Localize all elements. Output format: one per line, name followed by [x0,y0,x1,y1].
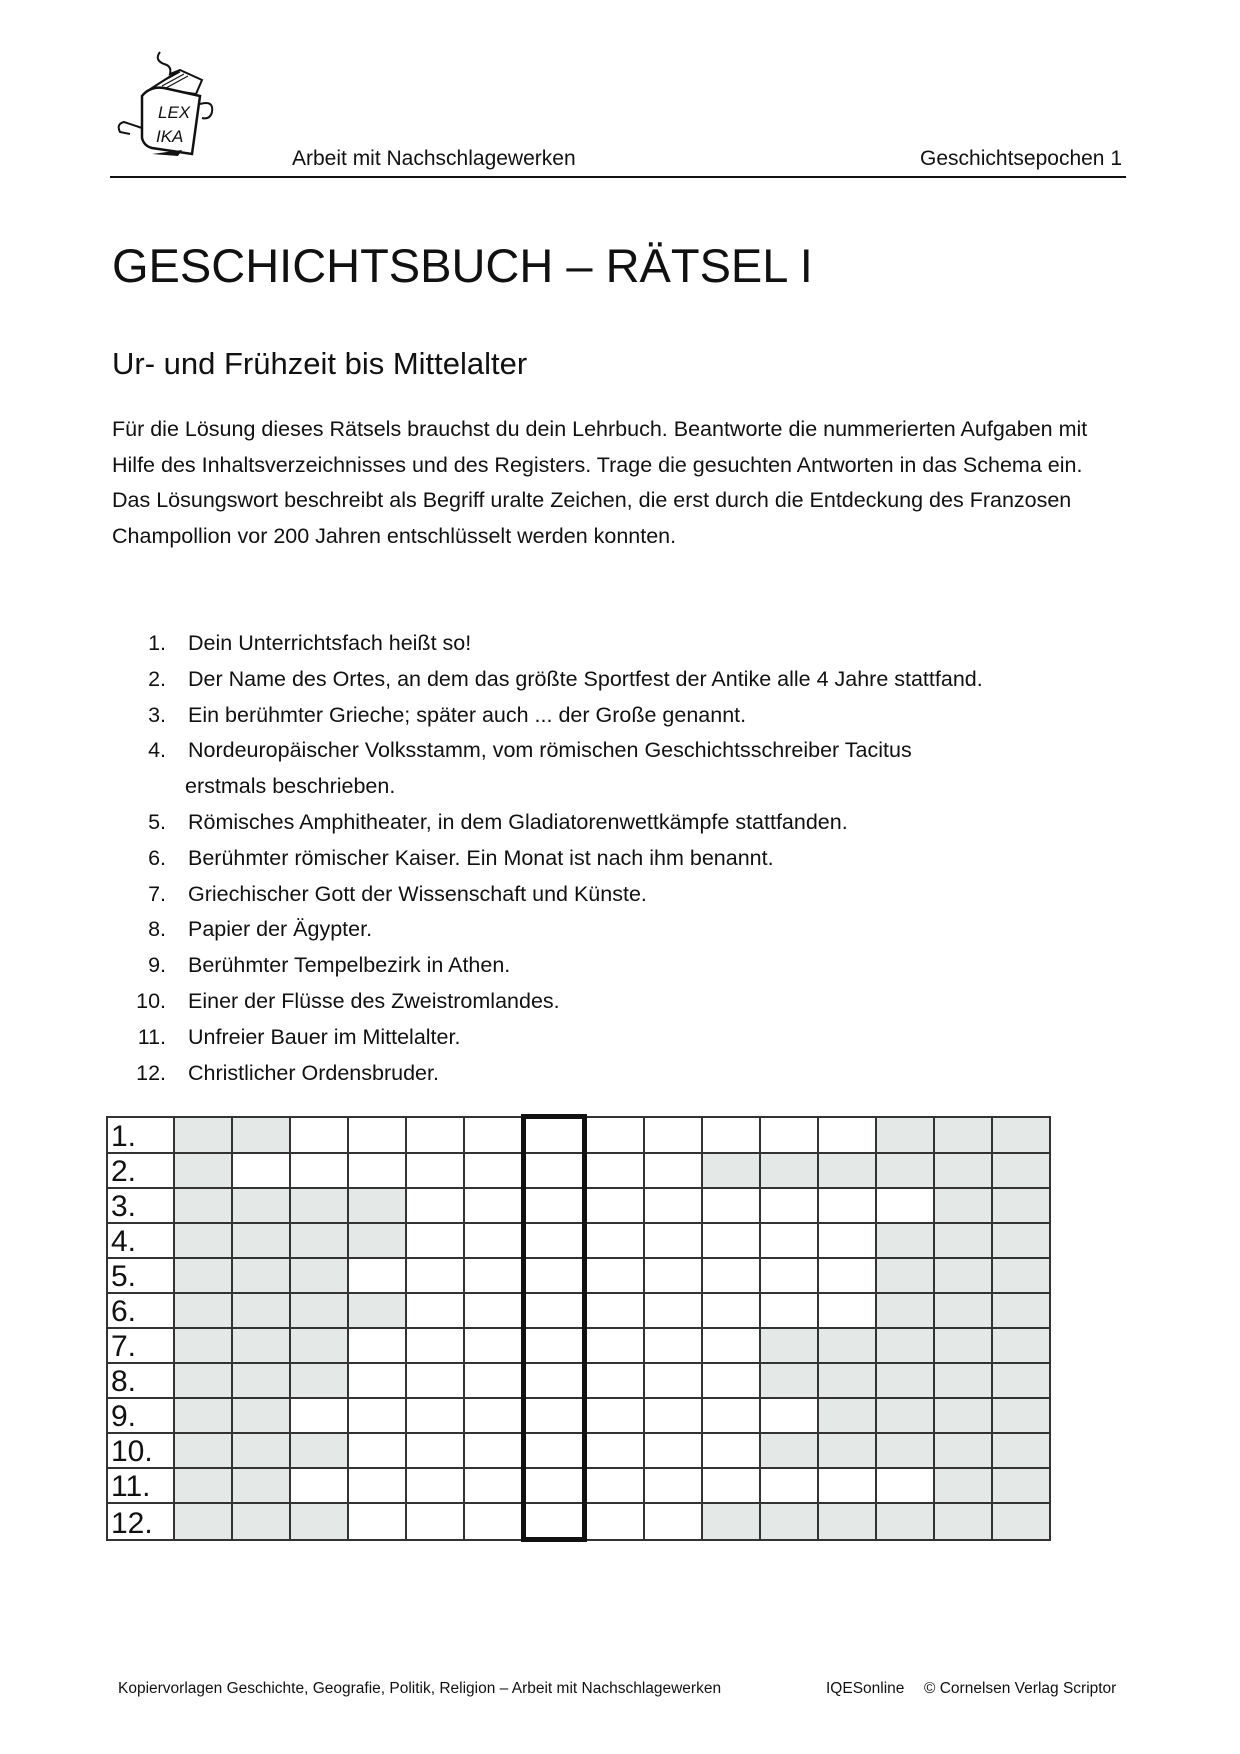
answer-cell[interactable] [464,1433,524,1468]
shaded-cell [992,1433,1050,1468]
answer-cell[interactable] [702,1363,760,1398]
header-section-title: Arbeit mit Nachschlagewerken [292,147,576,170]
answer-cell[interactable] [876,1188,934,1223]
answer-cell[interactable] [464,1258,524,1293]
answer-cell[interactable] [818,1293,876,1328]
shaded-cell [348,1223,406,1258]
shaded-cell [290,1258,348,1293]
answer-cell[interactable] [348,1258,406,1293]
grid-row-label: 2. [107,1153,174,1188]
grid-row-label: 12. [107,1503,174,1540]
grid-row-label: 4. [107,1223,174,1258]
answer-cell[interactable] [702,1223,760,1258]
crossword-grid [106,1114,1051,1542]
shaded-cell [992,1328,1050,1363]
shaded-cell [876,1328,934,1363]
shaded-cell [876,1503,934,1540]
task-number: 11. [137,1024,166,1049]
shaded-cell [348,1293,406,1328]
task-text: Römisches Amphitheater, in dem Gladiatorenwettkämpfe stattfanden. [188,809,848,834]
shaded-cell [290,1433,348,1468]
task-text: Griechischer Gott der Wissenschaft und Künste. [188,881,647,906]
answer-cell[interactable] [585,1433,645,1468]
grid-row [107,1433,1050,1468]
shaded-cell [876,1223,934,1258]
task-item [112,984,1132,1020]
task-number: 12. [136,1060,166,1085]
shaded-cell [174,1188,232,1223]
answer-cell[interactable] [406,1188,464,1223]
answer-cell[interactable] [760,1293,818,1328]
svg-text:IKA: IKA [156,127,184,146]
task-text: Ein berühmter Grieche; später auch ... der Große genannt. [188,702,747,727]
answer-cell[interactable] [644,1503,702,1540]
answer-cell[interactable] [585,1468,645,1503]
answer-cell[interactable] [644,1433,702,1468]
task-item [112,912,1132,948]
task-text: Unfreier Bauer im Mittelalter. [188,1024,461,1049]
solution-cell[interactable] [524,1293,585,1328]
solution-cell[interactable] [524,1258,585,1293]
shaded-cell [232,1433,290,1468]
shaded-cell [232,1117,290,1154]
shaded-cell [174,1363,232,1398]
answer-cell[interactable] [585,1188,645,1223]
answer-cell[interactable] [464,1117,524,1154]
grid-row [107,1188,1050,1223]
answer-cell[interactable] [406,1293,464,1328]
shaded-cell [876,1363,934,1398]
task-number: 1. [148,631,166,655]
task-text: Berühmter Tempelbezirk in Athen. [188,953,511,978]
answer-cell[interactable] [585,1117,645,1154]
shaded-cell [232,1328,290,1363]
answer-cell[interactable] [585,1258,645,1293]
shaded-cell [934,1398,992,1433]
answer-cell[interactable] [702,1328,760,1363]
shaded-cell [934,1293,992,1328]
shaded-cell [290,1503,348,1540]
answer-cell[interactable] [585,1503,645,1540]
shaded-cell [876,1293,934,1328]
shaded-cell [992,1153,1050,1188]
shaded-cell [934,1328,992,1363]
shaded-cell [174,1328,232,1363]
answer-cell[interactable] [585,1223,645,1258]
shaded-cell [174,1468,232,1503]
answer-cell[interactable] [818,1468,876,1503]
grid-row [107,1503,1050,1540]
shaded-cell [934,1188,992,1223]
task-item [112,877,1132,913]
shaded-cell [992,1503,1050,1540]
answer-cell[interactable] [702,1398,760,1433]
shaded-cell [174,1223,232,1258]
shaded-cell [992,1363,1050,1398]
answer-cell[interactable] [348,1117,406,1154]
task-text: Papier der Ägypter. [188,917,373,942]
shaded-cell [992,1293,1050,1328]
grid-row-label: 10. [107,1433,174,1468]
answer-cell[interactable] [348,1363,406,1398]
solution-cell[interactable] [524,1328,585,1363]
answer-cell[interactable] [760,1188,818,1223]
shaded-cell [818,1503,876,1540]
task-text: Dein Unterrichtsfach heißt so! [188,631,472,655]
answer-cell[interactable] [702,1433,760,1468]
answer-cell[interactable] [406,1433,464,1468]
answer-cell[interactable] [348,1503,406,1540]
task-item [112,805,1132,841]
answer-cell[interactable] [760,1117,818,1154]
task-item [112,1056,1132,1092]
shaded-cell [232,1258,290,1293]
shaded-cell [232,1468,290,1503]
solution-cell[interactable] [524,1223,585,1258]
shaded-cell [348,1188,406,1223]
shaded-cell [760,1503,818,1540]
shaded-cell [290,1328,348,1363]
shaded-cell [934,1468,992,1503]
task-number: 6. [148,845,166,870]
solution-cell[interactable] [524,1153,585,1188]
shaded-cell [232,1188,290,1223]
solution-cell[interactable] [524,1468,585,1503]
shaded-cell [934,1433,992,1468]
grid-row-label: 7. [107,1328,174,1363]
shaded-cell [934,1223,992,1258]
grid-row-label: 8. [107,1363,174,1398]
answer-cell[interactable] [348,1153,406,1188]
task-item [112,662,1132,698]
answer-cell[interactable] [406,1258,464,1293]
answer-cell[interactable] [464,1398,524,1433]
task-list [112,626,1132,1091]
shaded-cell [934,1363,992,1398]
answer-cell[interactable] [348,1468,406,1503]
task-text: Berühmter römischer Kaiser. Ein Monat ist nach ihm benannt. [188,845,774,870]
shaded-cell [702,1503,760,1540]
answer-cell[interactable] [406,1153,464,1188]
answer-cell[interactable] [644,1258,702,1293]
shaded-cell [876,1433,934,1468]
task-number: 7. [148,881,166,906]
task-item [112,698,1132,734]
answer-cell[interactable] [464,1188,524,1223]
shaded-cell [934,1153,992,1188]
answer-cell[interactable] [464,1293,524,1328]
answer-cell[interactable] [760,1223,818,1258]
shaded-cell [760,1363,818,1398]
task-item [112,1020,1132,1056]
task-text: Christlicher Ordensbruder. [188,1060,439,1085]
answer-cell[interactable] [644,1328,702,1363]
svg-text:LEX: LEX [158,103,191,122]
grid-row [107,1363,1050,1398]
grid-row [107,1223,1050,1258]
grid-row [107,1117,1050,1154]
grid-row-label: 1. [107,1117,174,1154]
shaded-cell [174,1433,232,1468]
page-subtitle: Ur- und Frühzeit bis Mittelalter [112,346,528,381]
header-topic: Geschichtsepochen 1 [920,147,1122,170]
answer-cell[interactable] [644,1188,702,1223]
answer-cell[interactable] [406,1223,464,1258]
answer-cell[interactable] [585,1398,645,1433]
answer-cell[interactable] [818,1223,876,1258]
shaded-cell [232,1223,290,1258]
answer-cell[interactable] [290,1117,348,1154]
answer-cell[interactable] [585,1328,645,1363]
header-divider [110,176,1126,178]
shaded-cell [992,1258,1050,1293]
shaded-cell [290,1223,348,1258]
shaded-cell [876,1258,934,1293]
shaded-cell [174,1258,232,1293]
grid-row-label: 3. [107,1188,174,1223]
intro-paragraph: Für die Lösung dieses Rätsels brauchst du dein Lehrbuch. Beantworte die nummerierten Aufgaben mit Hilfe des Inhaltsverzeichnisses und des Registers. Trage die gesuchten Antworten in das Schema ein. Das Lösungswort beschreibt als Begriff uralte Zeichen, die erst durch die Entdeckung des Franzosen Champollion vor 200 Jahren entschlüsselt werden konnten. [112,417,1088,549]
grid-row [107,1468,1050,1503]
task-item [112,948,1132,984]
grid-row-label: 6. [107,1293,174,1328]
shaded-cell [992,1398,1050,1433]
answer-cell[interactable] [464,1363,524,1398]
task-item [112,841,1132,877]
shaded-cell [934,1503,992,1540]
task-text: Einer der Flüsse des Zweistromlandes. [188,988,560,1013]
shaded-cell [876,1117,934,1154]
answer-cell[interactable] [348,1433,406,1468]
answer-cell[interactable] [348,1398,406,1433]
task-number: 5. [148,809,166,834]
footer-series: Kopiervorlagen Geschichte, Geografie, Politik, Religion – Arbeit mit Nachschlagewerken [118,1680,722,1697]
answer-cell[interactable] [760,1468,818,1503]
answer-cell[interactable] [406,1117,464,1154]
answer-cell[interactable] [818,1117,876,1154]
answer-cell[interactable] [406,1468,464,1503]
shaded-cell [290,1293,348,1328]
shaded-cell [232,1398,290,1433]
shaded-cell [290,1363,348,1398]
shaded-cell [818,1153,876,1188]
answer-cell[interactable] [406,1328,464,1363]
answer-cell[interactable] [644,1293,702,1328]
task-number: 8. [148,917,166,942]
answer-cell[interactable] [644,1153,702,1188]
grid-row-label: 9. [107,1398,174,1433]
task-text-continued: erstmals beschrieben. [185,774,396,799]
lexika-logo-icon [112,48,232,160]
answer-cell[interactable] [760,1258,818,1293]
answer-cell[interactable] [644,1363,702,1398]
shaded-cell [876,1398,934,1433]
shaded-cell [174,1503,232,1540]
solution-cell[interactable] [524,1188,585,1223]
shaded-cell [818,1398,876,1433]
shaded-cell [232,1293,290,1328]
shaded-cell [818,1433,876,1468]
shaded-cell [934,1258,992,1293]
answer-cell[interactable] [876,1468,934,1503]
grid-row [107,1328,1050,1363]
task-item [112,733,1132,805]
answer-cell[interactable] [232,1153,290,1188]
task-number: 9. [148,953,166,978]
task-number: 4. [148,738,166,763]
footer-copyright: © Cornelsen Verlag Scriptor [924,1680,1117,1697]
answer-cell[interactable] [406,1363,464,1398]
answer-cell[interactable] [760,1398,818,1433]
answer-cell[interactable] [464,1468,524,1503]
answer-cell[interactable] [585,1363,645,1398]
shaded-cell [174,1153,232,1188]
answer-cell[interactable] [290,1398,348,1433]
solution-cell[interactable] [524,1503,585,1540]
answer-cell[interactable] [702,1117,760,1154]
task-number: 10. [136,988,166,1013]
answer-cell[interactable] [464,1503,524,1540]
shaded-cell [876,1153,934,1188]
shaded-cell [174,1117,232,1154]
answer-cell[interactable] [702,1468,760,1503]
answer-cell[interactable] [644,1468,702,1503]
shaded-cell [992,1188,1050,1223]
shaded-cell [992,1117,1050,1154]
solution-cell[interactable] [524,1398,585,1433]
shaded-cell [232,1363,290,1398]
answer-cell[interactable] [290,1468,348,1503]
task-text: Der Name des Ortes, an dem das größte Sportfest der Antike alle 4 Jahre stattfand. [188,666,983,691]
answer-cell[interactable] [818,1188,876,1223]
answer-cell[interactable] [585,1153,645,1188]
shaded-cell [174,1398,232,1433]
task-number: 3. [148,702,166,727]
shaded-cell [702,1153,760,1188]
page-title: GESCHICHTSBUCH – RÄTSEL I [112,239,813,292]
task-text: Nordeuropäischer Volksstamm, vom römischen Geschichtsschreiber Tacitus [188,738,912,763]
shaded-cell [232,1503,290,1540]
grid-row [107,1398,1050,1433]
answer-cell[interactable] [644,1223,702,1258]
task-item [112,626,1132,662]
answer-cell[interactable] [406,1503,464,1540]
shaded-cell [992,1468,1050,1503]
answer-cell[interactable] [406,1398,464,1433]
solution-cell[interactable] [524,1117,585,1154]
solution-cell[interactable] [524,1363,585,1398]
answer-cell[interactable] [644,1398,702,1433]
grid-row-label: 5. [107,1258,174,1293]
answer-cell[interactable] [702,1293,760,1328]
grid-row [107,1293,1050,1328]
answer-cell[interactable] [464,1223,524,1258]
shaded-cell [760,1328,818,1363]
answer-cell[interactable] [644,1117,702,1154]
shaded-cell [760,1153,818,1188]
grid-row-label: 11. [107,1468,174,1503]
footer-platform: IQESonline [826,1680,905,1697]
answer-cell[interactable] [702,1258,760,1293]
answer-cell[interactable] [702,1188,760,1223]
shaded-cell [174,1293,232,1328]
shaded-cell [818,1363,876,1398]
answer-cell[interactable] [348,1328,406,1363]
answer-cell[interactable] [585,1293,645,1328]
grid-row [107,1258,1050,1293]
answer-cell[interactable] [818,1258,876,1293]
task-number: 2. [148,666,166,691]
answer-cell[interactable] [464,1153,524,1188]
answer-cell[interactable] [464,1328,524,1363]
shaded-cell [818,1328,876,1363]
shaded-cell [992,1223,1050,1258]
shaded-cell [760,1433,818,1468]
grid-row [107,1153,1050,1188]
answer-cell[interactable] [290,1153,348,1188]
shaded-cell [290,1188,348,1223]
shaded-cell [934,1117,992,1154]
solution-cell[interactable] [524,1433,585,1468]
